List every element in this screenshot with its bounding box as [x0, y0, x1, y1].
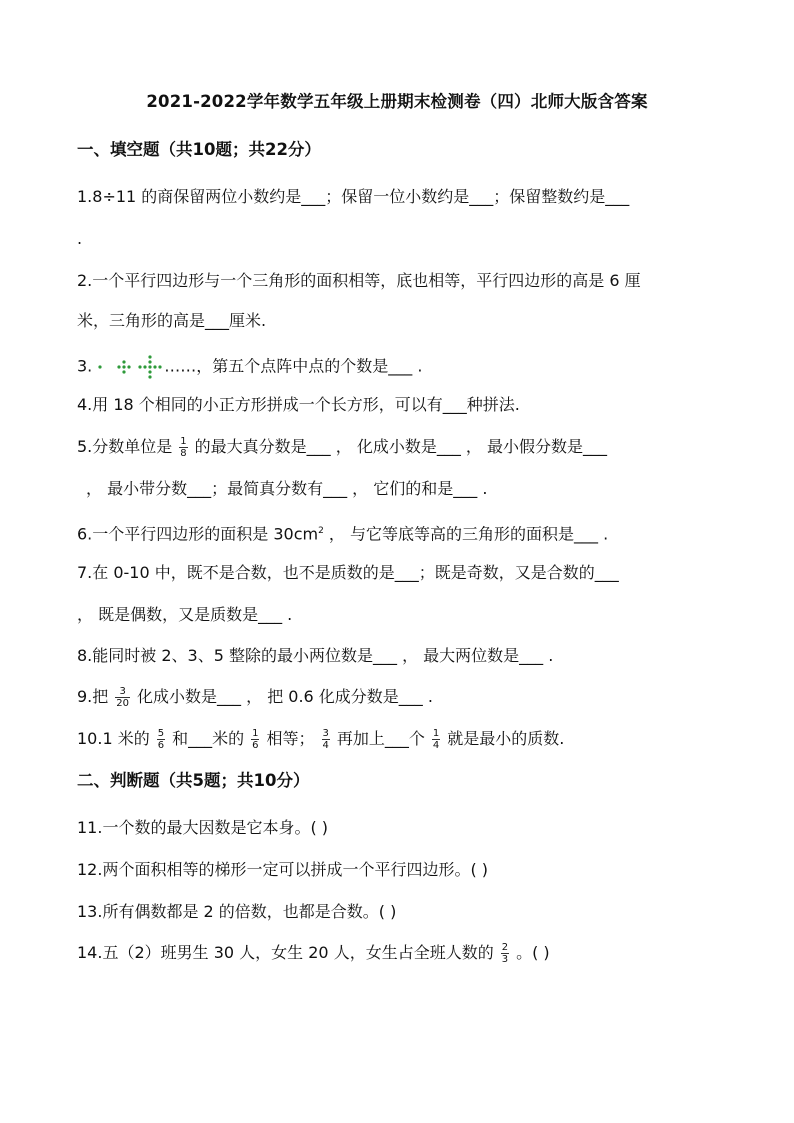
question-12: 12.两个面积相等的梯形一定可以拼成一个平行四边形。( ) — [77, 860, 489, 879]
question-4: 4.用 18 个相同的小正方形拼成一个长方形，可以有___种拼法. — [77, 395, 520, 414]
fraction-three-twentieths: $\frac{3}{20}$ — [116, 686, 130, 709]
question-3-text: ，第五个点阵中点的个数是___ . — [196, 356, 423, 376]
fraction-one-fourth: $\frac{1}{4}$ — [432, 728, 440, 751]
fraction-one-sixth: $\frac{1}{6}$ — [252, 728, 259, 751]
question-10: 10.1 米的 $\frac{5}{6}$ 和___米的 $\frac{1}{6}$ 相等； $\frac{3}{4}$ 再加上___个 $\frac{1}{4}$ 就是最小的质数. — [77, 728, 565, 751]
question-6: 6.一个平行四边形的面积是 $30cm^2$ ， 与它等底等高的三角形的面积是___ . — [77, 524, 609, 544]
question-3-prefix: 3. — [77, 356, 93, 376]
question-3-ellipsis: …… — [164, 356, 197, 376]
question-5-a: 5.分数单位是 — [77, 437, 173, 456]
question-2-line2: 米，三角形的高是___厘米. — [77, 311, 267, 330]
question-9: 9.把 $\frac{3}{20}$ 化成小数是___ ， 把 0.6 化成分数是___ . — [77, 686, 433, 709]
question-5-b: 的最大真分数是___ ， 化成小数是___ ， 最小假分数是___ — [194, 437, 608, 456]
fraction-three-fourths: $\frac{3}{4}$ — [322, 728, 329, 751]
question-2-line1: 2.一个平行四边形与一个三角形的面积相等，底也相等，平行四边形的高是 6 厘 — [77, 271, 641, 290]
question-7-line1: 7.在 0-10 中，既不是合数，也不是质数的是___；既是奇数，又是合数的___ — [77, 563, 619, 582]
fraction-one-eighth: $\frac{1}{8}$ — [180, 436, 187, 459]
question-11: 11.一个数的最大因数是它本身。( ) — [77, 818, 329, 837]
section-fill-in-heading: 一、填空题（共10题；共22分） — [77, 140, 321, 159]
fraction-two-thirds: $\frac{2}{3}$ — [501, 942, 509, 965]
question-5-line1 — [77, 436, 607, 459]
question-14: 14.五（2）班男生 30 人，女生 20 人，女生占全班人数的 $\frac{2}{3}$ 。( ) — [77, 942, 550, 965]
question-5-line2: ， 最小带分数___；最简真分数有___ ， 它们的和是___ . — [86, 479, 488, 498]
dot-pattern-figure — [94, 352, 164, 382]
question-1-line2: . — [77, 229, 83, 248]
section-true-false-heading: 二、判断题（共5题；共10分） — [77, 771, 310, 790]
question-1-line1: 1.8÷11 的商保留两位小数约是___；保留一位小数约是___；保留整数约是___ — [77, 187, 630, 206]
question-7-line2: ， 既是偶数，又是质数是___ . — [77, 605, 293, 624]
question-8: 8.能同时被 2、3、5 整除的最小两位数是___ ， 最大两位数是___ . — [77, 646, 554, 665]
page-title: 2021-2022学年数学五年级上册期末检测卷（四）北师大版含答案 — [146, 92, 648, 111]
fraction-five-sixths: $\frac{5}{6}$ — [157, 728, 165, 751]
question-3 — [77, 352, 422, 382]
question-13: 13.所有偶数都是 2 的倍数，也都是合数。( ) — [77, 902, 397, 921]
